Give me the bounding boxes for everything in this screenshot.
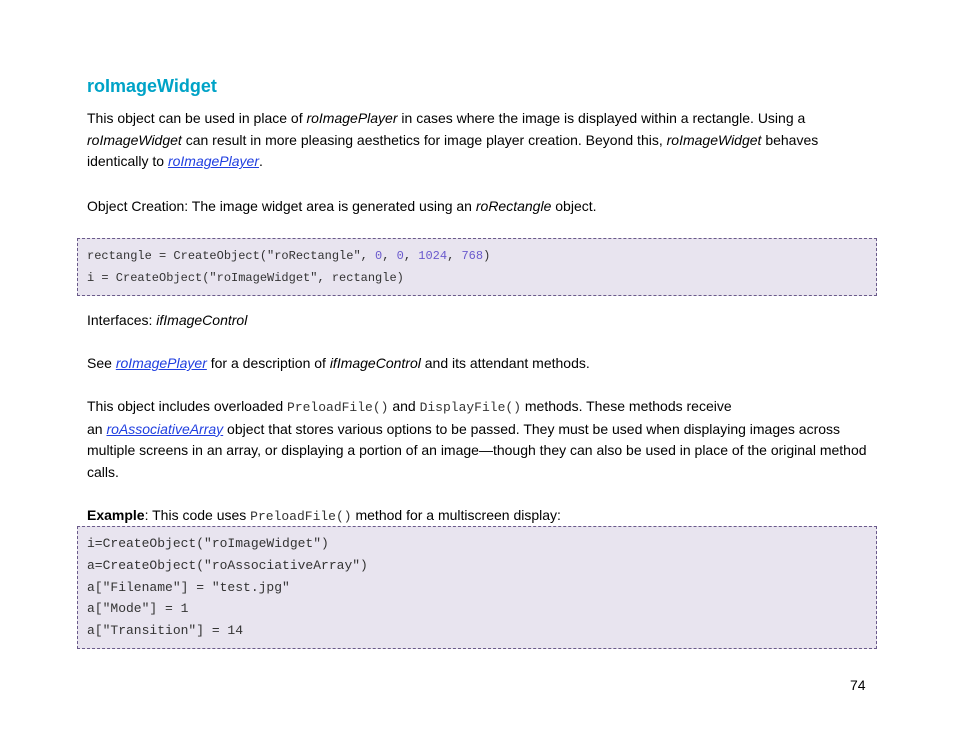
code-line: a=CreateObject("roAssociativeArray") <box>87 558 368 573</box>
bold-label: Example <box>87 507 145 523</box>
see-also-paragraph <box>87 353 877 375</box>
code-inline: DisplayFile() <box>419 400 521 415</box>
italic-term: ifImageControl <box>329 355 421 371</box>
text: and <box>388 398 420 414</box>
object-creation-paragraph <box>87 196 877 218</box>
text: This object includes overloaded <box>87 398 288 414</box>
text: See <box>87 355 116 371</box>
text: This object can be used in place of <box>87 110 307 126</box>
code-inline: PreloadFile() <box>250 509 352 524</box>
page-number: 74 <box>850 677 866 693</box>
text: : This code uses <box>144 507 251 523</box>
code-block-example <box>77 526 877 649</box>
example-paragraph <box>87 505 877 528</box>
text: Interfaces: <box>87 312 157 328</box>
section-heading: roImageWidget <box>87 76 217 96</box>
italic-term: ifImageControl <box>156 312 248 328</box>
code-line: i=CreateObject("roImageWidget") <box>87 536 329 551</box>
text: object. <box>551 198 597 214</box>
intro-paragraph <box>87 108 877 173</box>
roimageplayer-link[interactable]: roImagePlayer <box>115 355 207 371</box>
code-line: a["Mode"] = 1 <box>87 601 189 616</box>
code-block-creation <box>77 238 877 296</box>
code-inline: PreloadFile() <box>287 400 389 415</box>
text: for a description of <box>206 355 330 371</box>
text: methods. These methods receive <box>521 398 732 414</box>
text: Object Creation: The image widget area is generated using an <box>87 198 476 214</box>
code-line: a["Transition"] = 14 <box>87 623 244 638</box>
text: behaves identically to <box>87 131 819 170</box>
italic-term: roImagePlayer <box>306 110 398 126</box>
text: object that stores various options to be passed. They must be used when displaying images across multiple screens in an array, or displaying a portion of an image—though they can also be used in place of the original method calls. <box>87 420 867 481</box>
italic-term: roRectangle <box>475 198 552 214</box>
italic-term: roImageWidget <box>87 131 182 148</box>
code-line: i = CreateObject("roImageWidget", rectangle) <box>87 271 404 285</box>
text: can result in more pleasing aesthetics for image player creation. Beyond this, <box>181 131 667 148</box>
text: . <box>258 153 263 170</box>
roassociativearray-link[interactable]: roAssociativeArray <box>106 420 224 437</box>
text: method for a multiscreen display: <box>351 507 561 523</box>
interfaces-paragraph <box>87 310 877 332</box>
text: an <box>87 420 107 437</box>
text: and its attendant methods. <box>420 355 590 371</box>
code-line: a["Filename"] = "test.jpg" <box>87 580 290 595</box>
italic-term: roImageWidget <box>666 131 762 148</box>
overload-paragraph <box>87 396 877 484</box>
code-line: rectangle = CreateObject("roRectangle", 0, 0, 1024, 768) <box>87 249 491 263</box>
roimageplayer-link[interactable]: roImagePlayer <box>167 153 259 170</box>
text: in cases where the image is displayed within a rectangle. Using a <box>397 110 806 126</box>
